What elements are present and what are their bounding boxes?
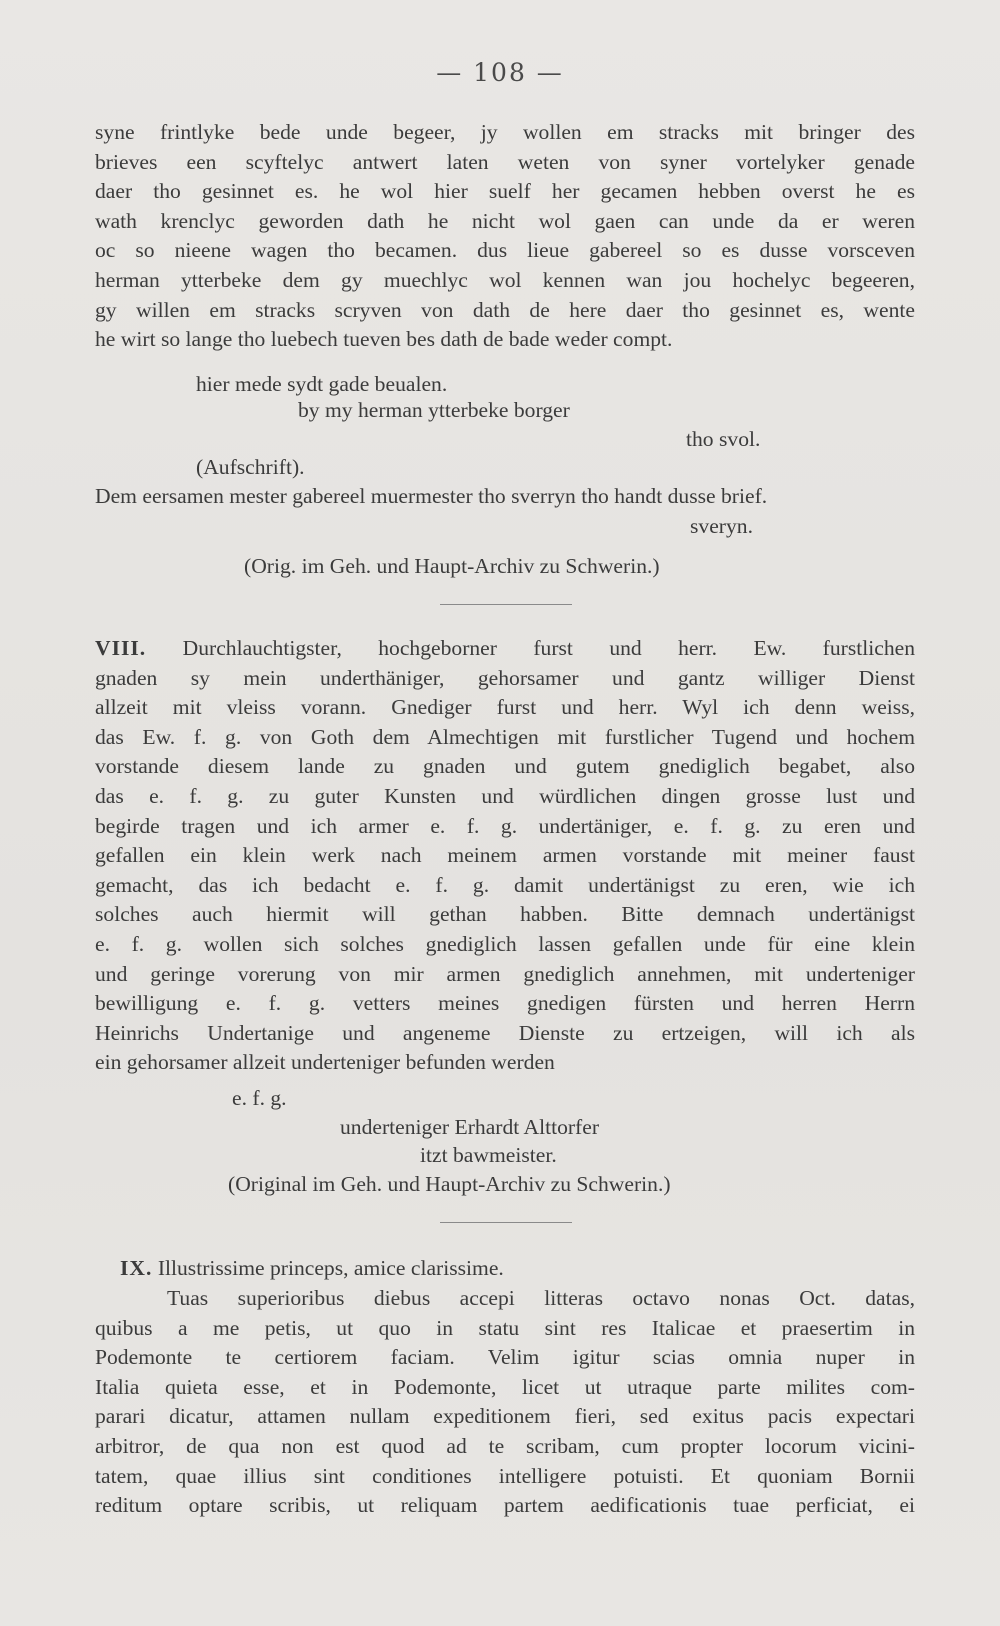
text-line: solches auch hiermit will gethan habben. Bitte demnach undertänigst (95, 902, 915, 927)
text-line: gemacht, das ich bedacht e. f. g. damit undertänigst zu eren, wie ich (95, 872, 915, 897)
address-place: sveryn. (690, 514, 753, 538)
text-line: Italia quieta esse, et in Podemonte, licet ut utraque parte milites com- (95, 1374, 915, 1399)
letter-title: itzt bawmeister. (420, 1143, 557, 1167)
section-heading: Illustrissime princeps, amice clarissime. (157, 1256, 504, 1280)
text-line: oc so nieene wagen tho becamen. dus lieue gabereel so es dusse vorsceven (95, 238, 915, 263)
text-line: allzeit mit vleiss vorann. Gnediger furst und herr. Wyl ich denn weiss, (95, 695, 915, 720)
text-line: daer tho gesinnet es. he wol hier suelf her gecamen hebben overst he es (95, 179, 915, 204)
text-line: quibus a me petis, ut quo in statu sint res Italicae et praesertim in (95, 1315, 915, 1340)
letter-continuation (95, 118, 915, 355)
text-line: gnaden sy mein underthäniger, gehorsamer und gantz williger Dienst (95, 665, 915, 690)
letter-address: Dem eersamen mester gabereel muermester tho sverryn tho handt dusse brief. (95, 484, 768, 508)
letter-signature: underteniger Erhardt Alttorfer (340, 1115, 600, 1139)
text-line: herman ytterbeke dem gy muechlyc wol kennen wan jou hochelyc begeeren, (95, 267, 915, 292)
source-note: (Orig. im Geh. und Haupt-Archiv zu Schwerin.) (244, 554, 660, 578)
text-line: gefallen ein klein werk nach meinem armen vorstande mit meiner faust (95, 843, 915, 868)
letter-place: tho svol. (686, 427, 761, 451)
letter-salutation: e. f. g. (232, 1086, 287, 1110)
text-line: das e. f. g. zu guter Kunsten und würdlichen dingen grosse lust und (95, 783, 915, 808)
section-number: VIII. (95, 636, 147, 660)
text-line: tatem, quae illius sint conditiones intelligere potuisti. Et quoniam Bornii (95, 1463, 915, 1488)
section-ix-heading (120, 1256, 504, 1281)
section-viii-first-line (95, 634, 915, 664)
letter-closing: hier mede sydt gade beualen. (196, 372, 448, 396)
text-line: gy willen em stracks scryven von dath de here daer tho gesinnet es, wente (95, 297, 915, 322)
text-line: arbitror, de qua non est quod ad te scribam, cum propter locorum vicini- (95, 1433, 915, 1458)
letter-signature: by my herman ytterbeke borger (298, 398, 570, 422)
text-line: Tuas superioribus diebus accepi litteras octavo nonas Oct. datas, (167, 1286, 915, 1310)
aufschrift-label: (Aufschrift). (196, 455, 305, 479)
text-line: Heinrichs Undertanige und angeneme Dienste zu ertzeigen, will ich als (95, 1020, 915, 1045)
section-divider (440, 604, 572, 605)
text-line: e. f. g. wollen sich solches gnediglich lassen gefallen unde für eine klein (95, 931, 915, 956)
section-viii (95, 634, 915, 1078)
source-note: (Original im Geh. und Haupt-Archiv zu Schwerin.) (228, 1172, 671, 1196)
text-line: wath krenclyc geworden dath he nicht wol gaen can unde da er weren (95, 208, 915, 233)
text-line: brieves een scyftelyc antwert laten weten von syner vortelyker genade (95, 149, 915, 174)
section-divider (440, 1222, 572, 1223)
section-number: IX. (120, 1256, 153, 1280)
text-line: begirde tragen und ich armer e. f. g. undertäniger, e. f. g. zu eren und (95, 813, 915, 838)
page-number: — 108 — (436, 58, 564, 87)
text-line: he wirt so lange tho luebech tueven bes dath de bade weder compt. (95, 327, 673, 352)
text-line: ein gehorsamer allzeit underteniger befunden werden (95, 1050, 555, 1075)
text-line: das Ew. f. g. von Goth dem Almechtigen mit furstlicher Tugend und hochem (95, 724, 915, 749)
section-ix-body (95, 1284, 915, 1521)
text-line: vorstande diesem lande zu gnaden und gutem gnediglich begabet, also (95, 754, 915, 779)
text-line: und geringe vorerung von mir armen gnediglich annehmen, mit underteniger (95, 961, 915, 986)
text-line: bewilligung e. f. g. vetters meines gnedigen fürsten und herren Herrn (95, 991, 915, 1016)
text-line: syne frintlyke bede unde begeer, jy wollen em stracks mit bringer des (95, 120, 915, 144)
text-line: parari dicatur, attamen nullam expeditionem fieri, sed exitus pacis expectari (95, 1404, 915, 1429)
text-line: Podemonte te certiorem faciam. Velim igitur scias omnia nuper in (95, 1345, 915, 1370)
text-line: reditum optare scribis, ut reliquam partem aedificationis tuae perficiat, ei (95, 1493, 915, 1518)
text-line: Durchlauchtigster, hochgeborner furst und herr. Ew. furstlichen (182, 636, 915, 660)
